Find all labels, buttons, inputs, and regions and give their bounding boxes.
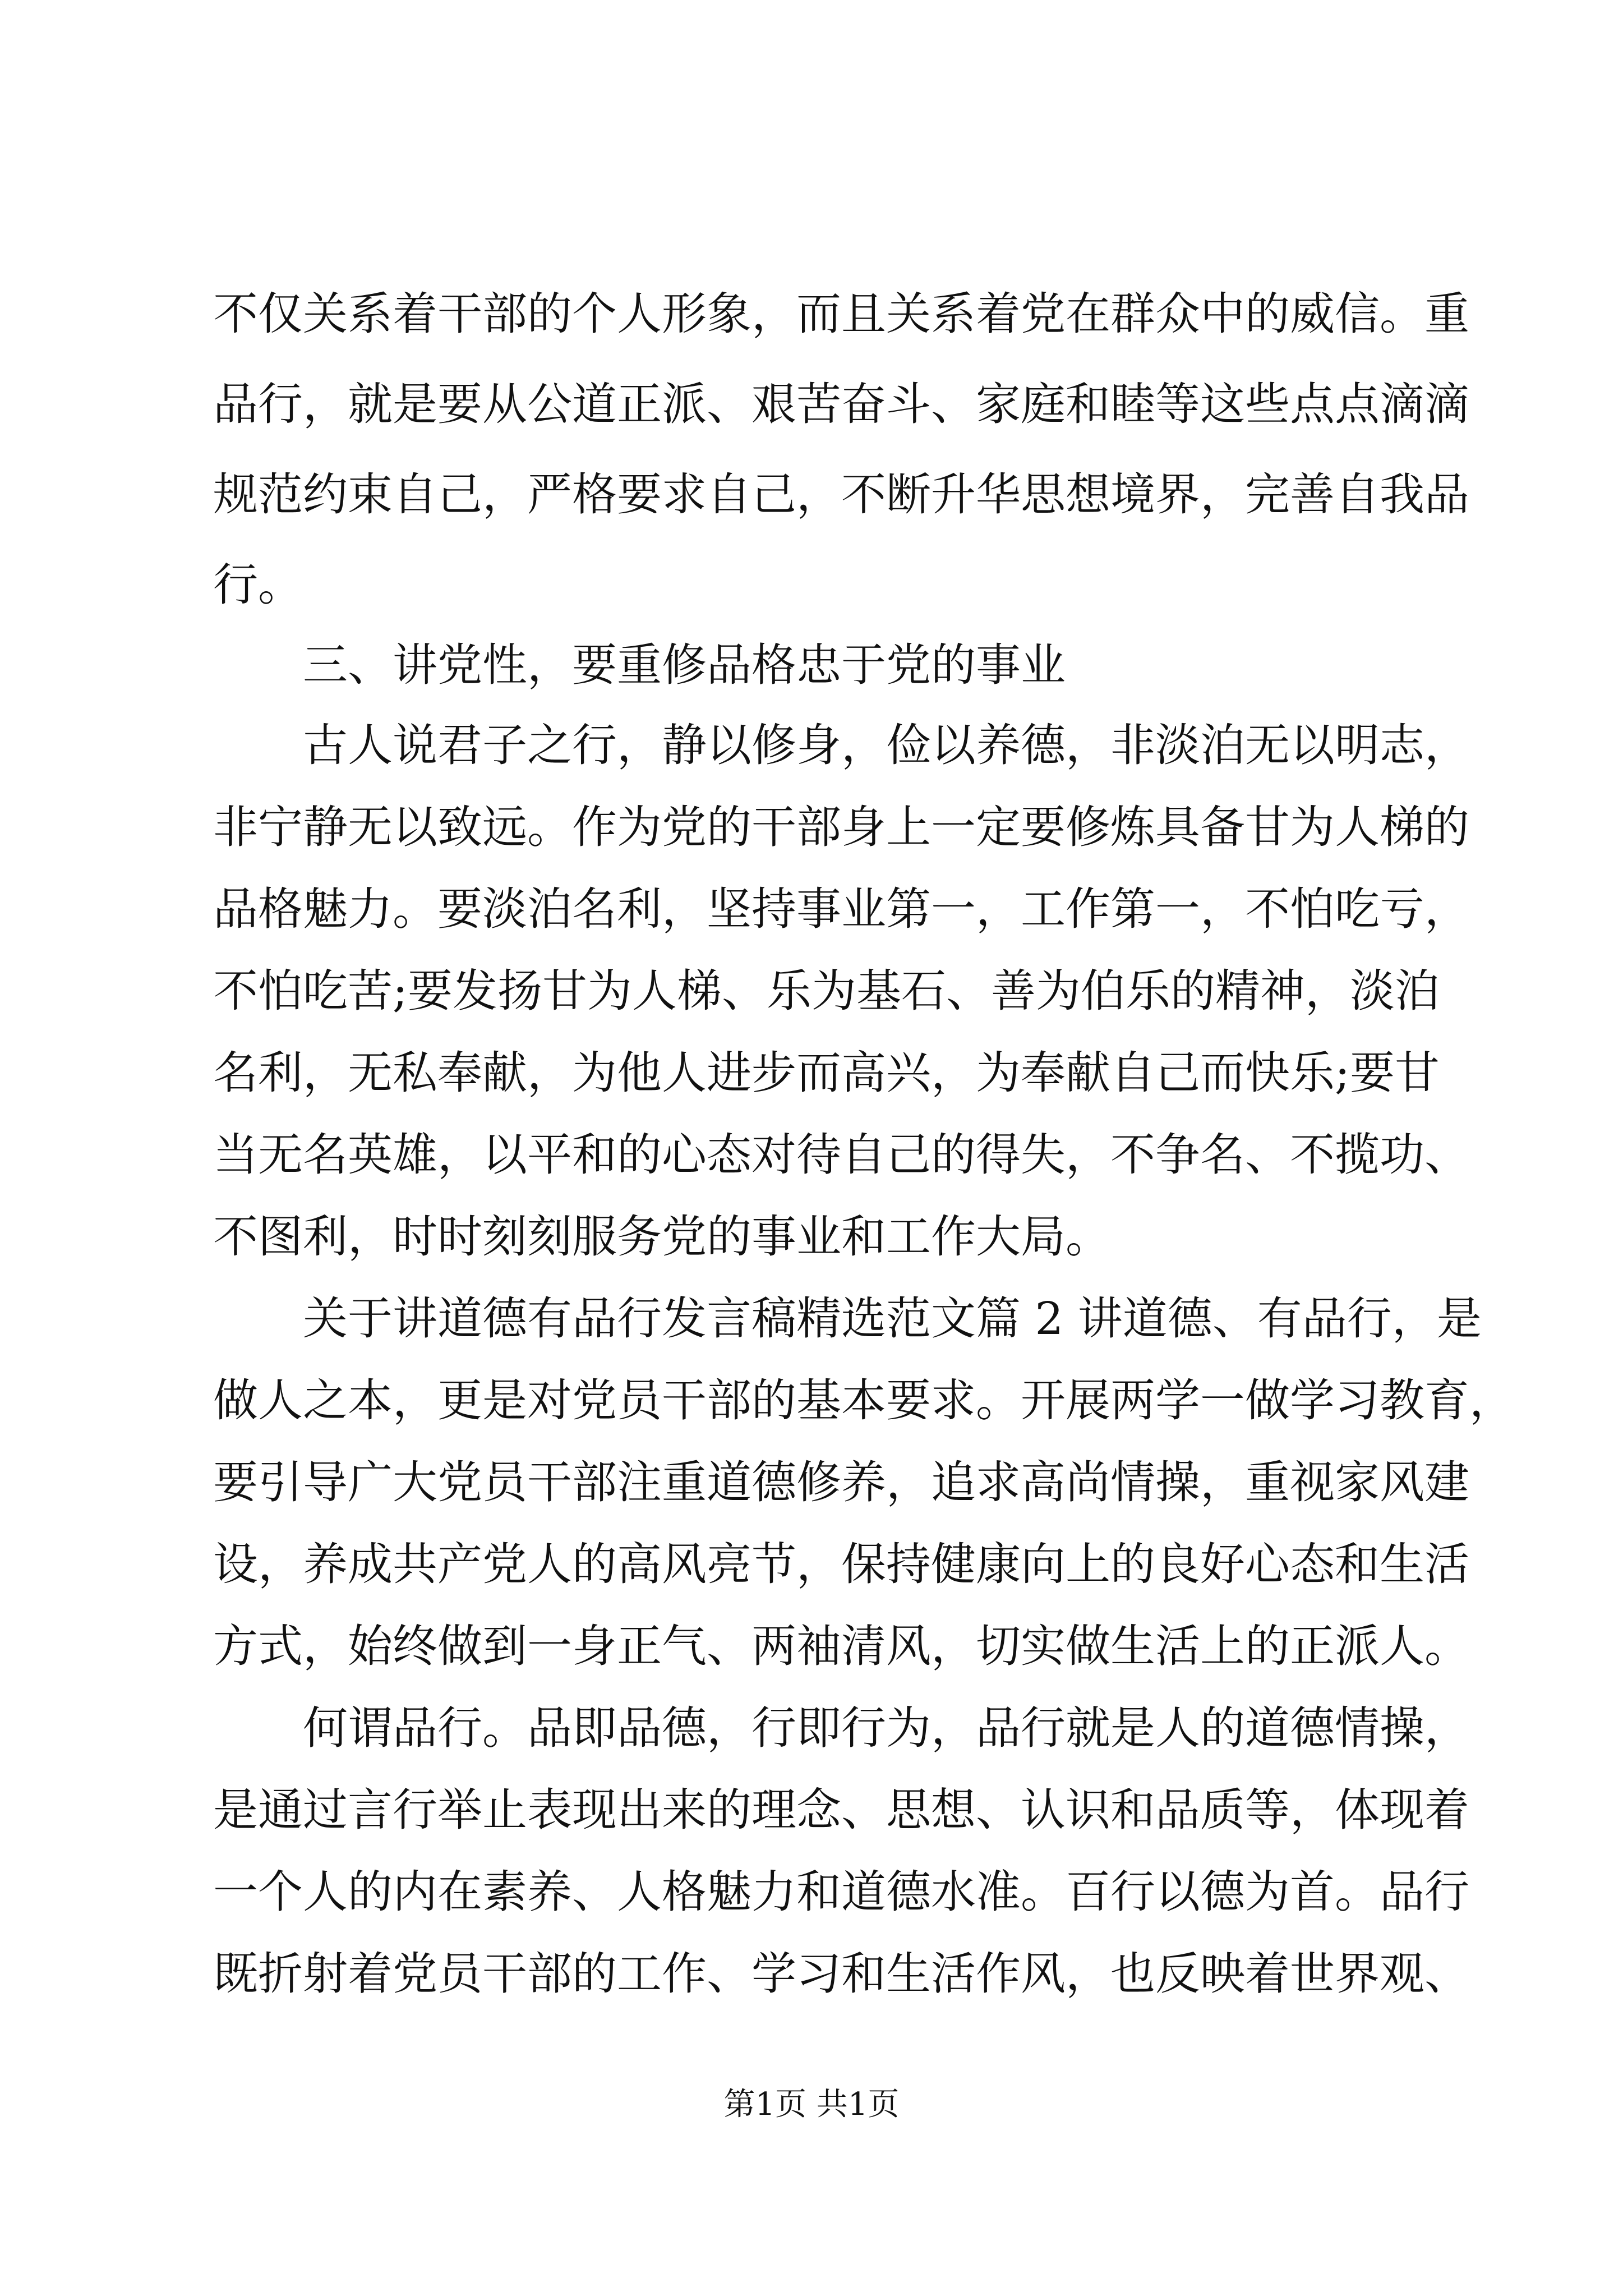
- text-line: 不仅关系着干部的个人形象，而且关系着党在群众中的威信。重: [213, 288, 1469, 340]
- text-line: 设，养成共产党人的高风亮节，保持健康向上的良好心态和生活: [213, 1538, 1469, 1590]
- section-heading: 三、讲党性，要重修品格忠于党的事业: [303, 639, 1066, 691]
- text-line: 是通过言行举止表现出来的理念、思想、认识和品质等，体现着: [213, 1784, 1469, 1836]
- text-line: 不图利，时时刻刻服务党的事业和工作大局。: [213, 1211, 1110, 1263]
- text-line: 做人之本，更是对党员干部的基本要求。开展两学一做学习教育，: [213, 1374, 1514, 1427]
- text-line: 品行，就是要从公道正派、艰苦奋斗、家庭和睦等这些点点滴滴: [213, 378, 1469, 430]
- text-line: 要引导广大党员干部注重道德修养，追求高尚情操，重视家风建: [213, 1456, 1469, 1508]
- text-line: 古人说君子之行，静以修身，俭以养德，非淡泊无以明志，: [303, 719, 1469, 771]
- text-line: 规范约束自己，严格要求自己，不断升华思想境界，完善自我品: [213, 468, 1469, 521]
- text-line: 方式，始终做到一身正气、两袖清风，切实做生活上的正派人。: [213, 1620, 1469, 1672]
- text-line: 品格魅力。要淡泊名利，坚持事业第一，工作第一，不怕吃亏，: [213, 883, 1469, 935]
- text-line: 关于讲道德有品行发言稿精选范文篇 2 讲道德、有品行，是: [303, 1292, 1482, 1345]
- text-line: 行。: [213, 559, 303, 611]
- text-line: 何谓品行。品即品德，行即行为，品行就是人的道德情操，: [303, 1702, 1469, 1754]
- text-line: 一个人的内在素养、人格魅力和道德水准。百行以德为首。品行: [213, 1866, 1469, 1918]
- text-line: 不怕吃苦;要发扬甘为人梯、乐为基石、善为伯乐的精神，淡泊: [213, 965, 1440, 1017]
- text-line: 当无名英雄，以平和的心态对待自己的得失，不争名、不揽功、: [213, 1129, 1469, 1181]
- text-line: 名利，无私奉献，为他人进步而高兴，为奉献自己而快乐;要甘: [213, 1047, 1440, 1099]
- text-line: 既折射着党员干部的工作、学习和生活作风，也反映着世界观、: [213, 1948, 1469, 2000]
- text-line: 非宁静无以致远。作为党的干部身上一定要修炼具备甘为人梯的: [213, 801, 1469, 853]
- page-footer: 第1页 共1页: [723, 2086, 900, 2123]
